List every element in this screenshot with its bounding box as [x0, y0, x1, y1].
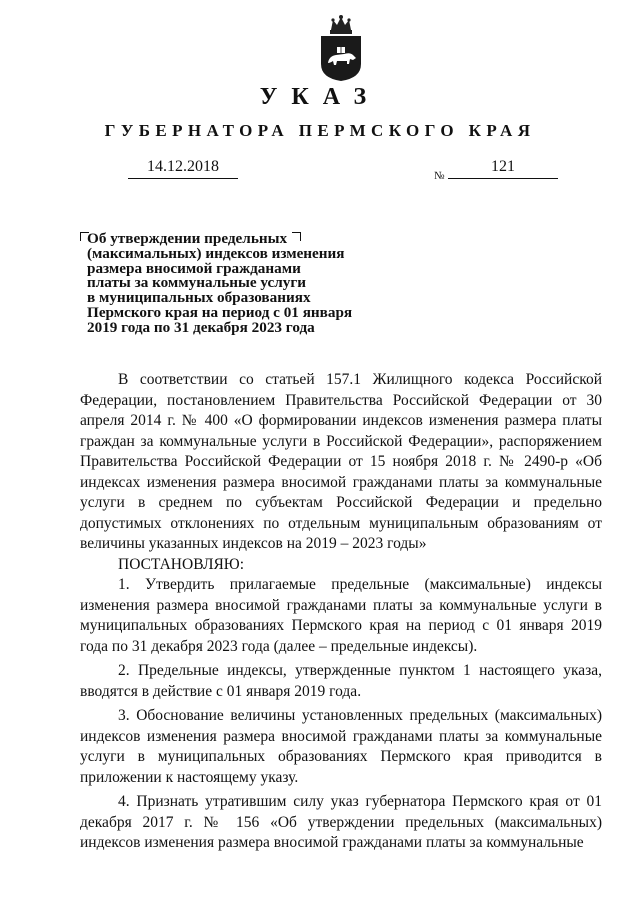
heading-line: Об утверждении предельных: [87, 230, 288, 247]
document-date: 14.12.2018: [128, 158, 238, 179]
document-body: [80, 370, 602, 854]
heading-line: Пермского края на период с 01 января: [87, 303, 353, 321]
coat-of-arms-icon: [317, 14, 365, 82]
heading-line: размера вносимой гражданами: [87, 259, 301, 277]
heading-line: 2019 года по 31 декабря 2023 года: [87, 318, 315, 336]
preamble-paragraph: В соответствии со статьей 157.1 Жилищного кодекса Российской Федерации, постановлением Правительства Российской Федерации от 30 апреля 2014 г. № 400 «О формировании индексов изменения размера платы граждан за коммунальные услуги в Российской Федерации», распоряжением Правительства Российской Федерации от 15 ноября 2018 г. № 2490-р «Об индексах изменения размера вносимой гражданами платы за коммунальные услуги в среднем по субъектам Российской Федерации и предельно допустимых отклонениях по отдельным муниципальным образованиям от величины указанных индексов на 2019 – 2023 годы»: [80, 371, 602, 552]
number-label: №: [434, 170, 445, 182]
document-title: УКАЗ: [259, 84, 381, 110]
document-heading: [87, 232, 367, 336]
document-number: 121: [448, 158, 558, 179]
heading-line: платы за коммунальные услуги: [87, 274, 307, 292]
document-issuer: ГУБЕРНАТОРА ПЕРМСКОГО КРАЯ: [104, 121, 536, 140]
item-2-paragraph: 2. Предельные индексы, утвержденные пунктом 1 настоящего указа, вводятся в действие с 01 января 2019 года.: [80, 662, 602, 700]
heading-line: (максимальных) индексов изменения: [87, 244, 345, 262]
heading-line: в муниципальных образованиях: [87, 289, 311, 307]
item-3-paragraph: 3. Обоснование величины установленных предельных (максимальных) индексов изменения размера вносимой гражданами платы за коммунальные услуги в муниципальных образованиях Пермского края приводится в приложении к настоящему указу.: [80, 707, 602, 786]
item-1-paragraph: 1. Утвердить прилагаемые предельные (максимальные) индексы изменения размера вносимой гражданами платы за коммунальные услуги в муниципальных образованиях Пермского края на период с 01 января 2019 года по 31 декабря 2023 года (далее – предельные индексы).: [80, 576, 602, 655]
item-4-paragraph: 4. Признать утратившим силу указ губернатора Пермского края от 01 декабря 2017 г. № 156 «Об утверждении предельных (максимальных) индексов изменения размера вносимой гражданами платы за коммунальные: [80, 793, 602, 851]
decree-word: ПОСТАНОВЛЯЮ:: [118, 555, 245, 573]
